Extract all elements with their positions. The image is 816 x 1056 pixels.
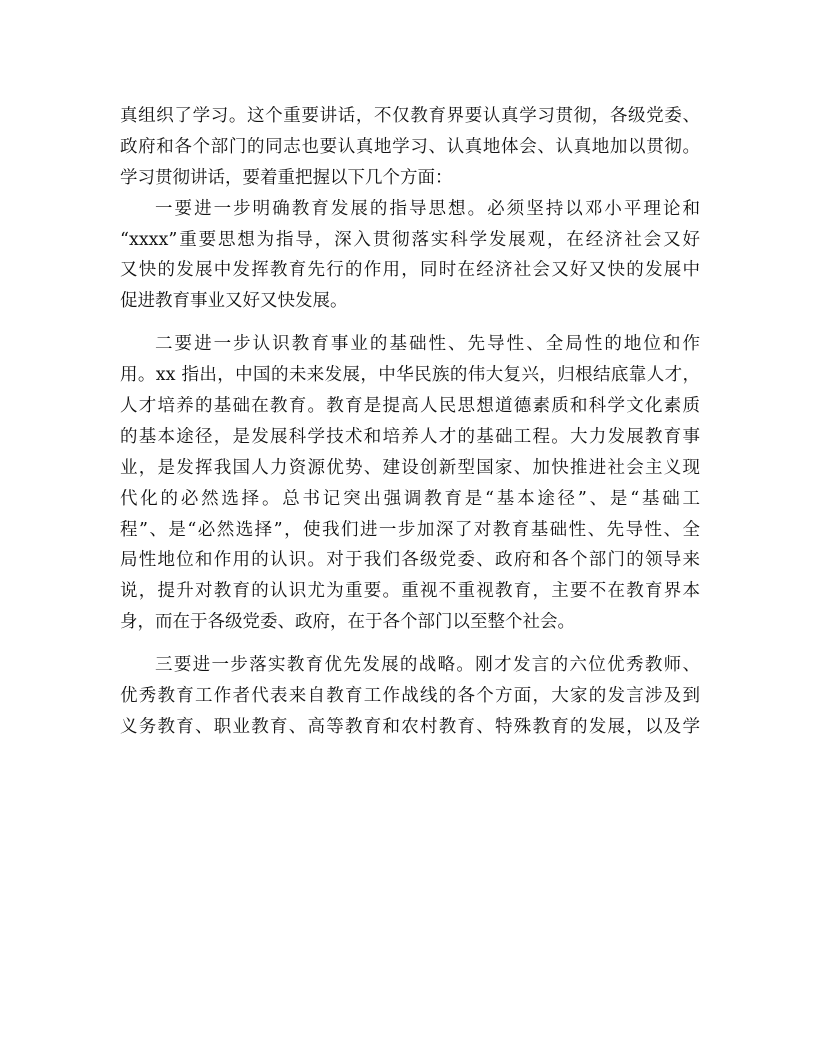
text-line: 业，是发挥我国人力资源优势、建设创新型国家、加快推进社会主义现 xyxy=(120,457,700,478)
text-line: 政府和各个部门的同志也要认真地学习、认真地体会、认真地加以贯彻。 xyxy=(120,136,700,157)
text-line: 说，提升对教育的认识尤为重要。重视不重视教育，主要不在教育界本 xyxy=(120,581,700,602)
paragraph-gap xyxy=(120,317,700,329)
paragraph-2 xyxy=(120,194,700,318)
text-line: 的基本途径，是发展科学技术和培养人才的基础工程。大力发展教育事 xyxy=(120,426,700,447)
text-line: 代化的必然选择。总书记突出强调教育是“基本途径”、是“基础工 xyxy=(120,488,700,509)
text-line: 又快的发展中发挥教育先行的作用，同时在经济社会又好又快的发展中 xyxy=(120,260,700,281)
text-line: 局性地位和作用的认识。对于我们各级党委、政府和各个部门的领导来 xyxy=(120,550,700,571)
text-line: 程”、是“必然选择”，使我们进一步加深了对教育基础性、先导性、全 xyxy=(120,519,700,540)
text-line: 身，而在于各级党委、政府，在于各个部门以至整个社会。 xyxy=(120,612,575,633)
text-line: 学习贯彻讲话，要着重把握以下几个方面： xyxy=(120,167,453,188)
text-line: 一要进一步明确教育发展的指导思想。必须坚持以邓小平理论和 xyxy=(155,198,700,219)
text-line: 用。xx 指出，中国的未来发展，中华民族的伟大复兴，归根结底靠人才， xyxy=(120,365,700,386)
text-line: 义务教育、职业教育、高等教育和农村教育、特殊教育的发展，以及学 xyxy=(120,716,700,737)
paragraph-4 xyxy=(120,650,700,743)
text-line: 真组织了学习。这个重要讲话，不仅教育界要认真学习贯彻，各级党委、 xyxy=(120,106,700,126)
text-line: 三要进一步落实教育优先发展的战略。刚才发言的六位优秀教师、 xyxy=(155,655,700,676)
document-body xyxy=(120,101,700,743)
text-line: 人才培养的基础在教育。教育是提高人民思想道德素质和科学文化素质 xyxy=(120,396,700,417)
text-line: 优秀教育工作者代表来自教育工作战线的各个方面，大家的发言涉及到 xyxy=(120,686,700,707)
paragraph-gap xyxy=(120,638,700,650)
paragraph-3 xyxy=(120,329,700,638)
text-line: “xxxx”重要思想为指导，深入贯彻落实科学发展观，在经济社会又好 xyxy=(120,229,700,250)
paragraph-1 xyxy=(120,101,700,194)
text-line: 促进教育事业又好又快发展。 xyxy=(120,291,348,312)
text-line: 二要进一步认识教育事业的基础性、先导性、全局性的地位和作 xyxy=(155,334,700,355)
